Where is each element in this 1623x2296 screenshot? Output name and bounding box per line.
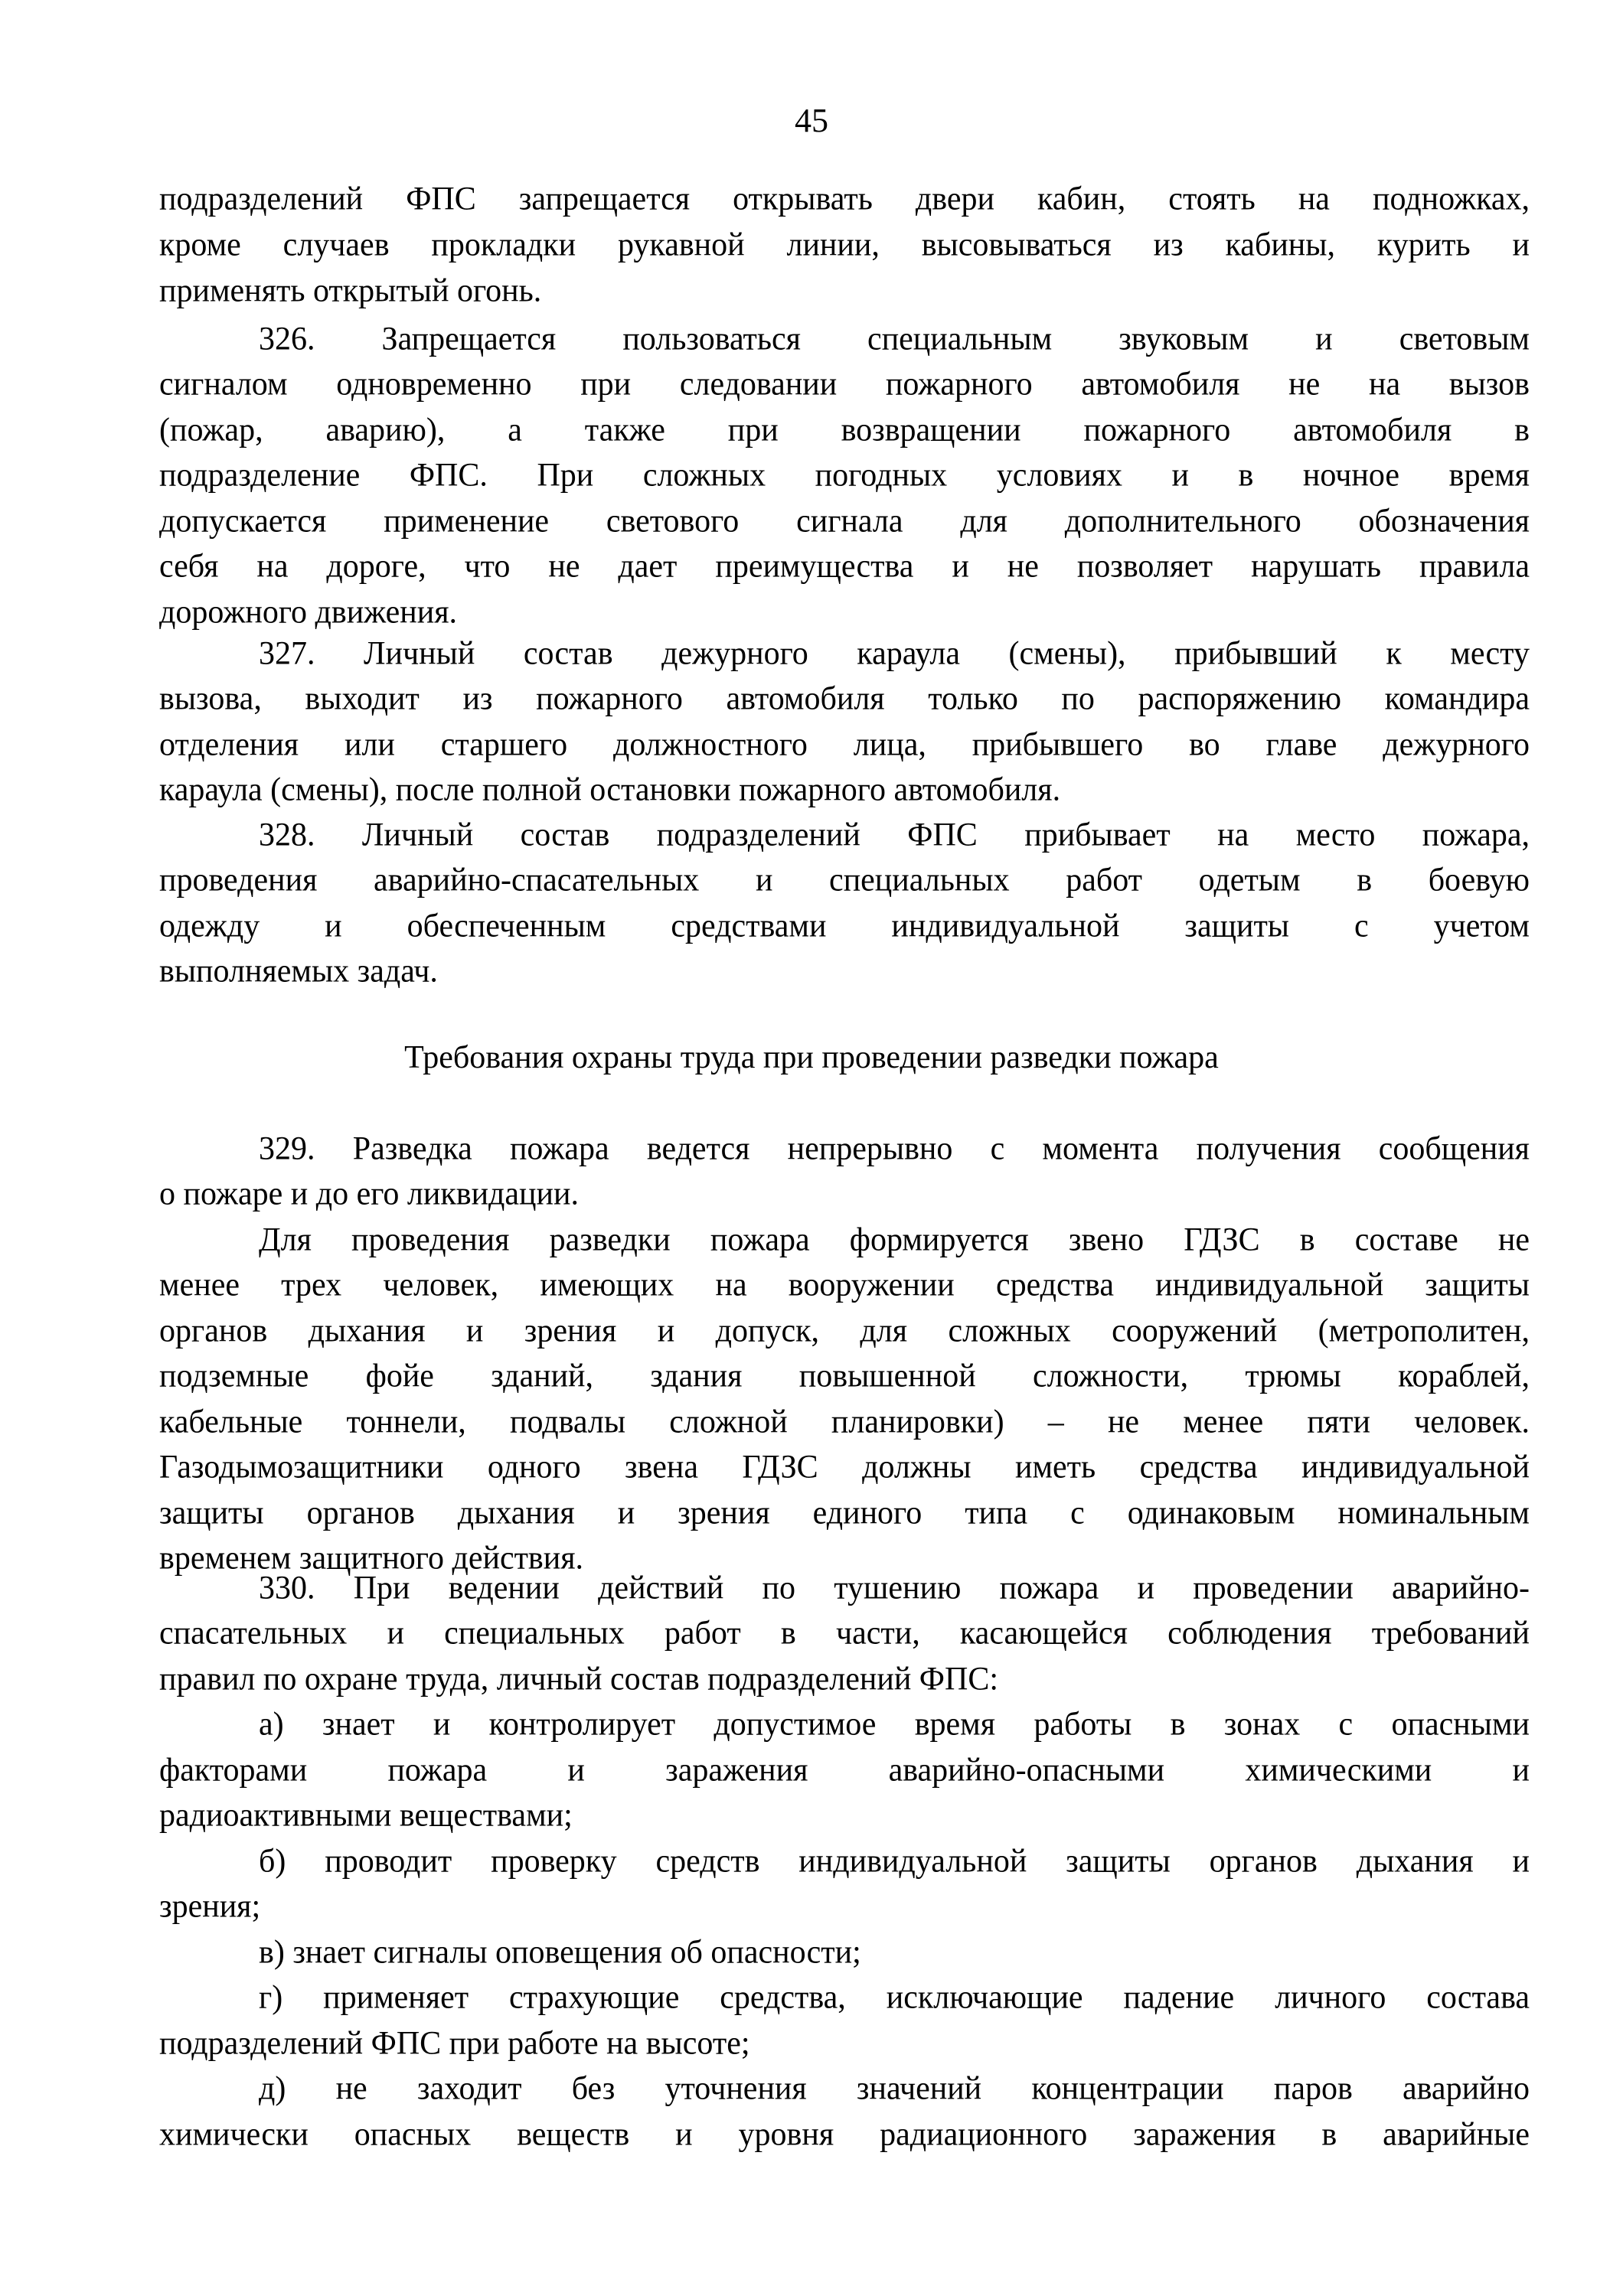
text-line: подразделений ФПС запрещается открывать двери кабин, стоять на подножках,: [159, 181, 1530, 217]
text-line: сигналом одновременно при следовании пожарного автомобиля не на вызов: [159, 366, 1530, 403]
text-line: г) применяет страхующие средства, исключающие падение личного состава: [259, 1979, 1530, 2016]
text-line: радиоактивными веществами;: [159, 1797, 573, 1834]
text-line: а) знает и контролирует допустимое время работы в зонах с опасными: [259, 1706, 1530, 1743]
text-line: зрения;: [159, 1888, 261, 1925]
text-line: выполняемых задач.: [159, 953, 438, 990]
text-line: применять открытый огонь.: [159, 272, 542, 309]
text-line: подразделений ФПС при работе на высоте;: [159, 2025, 750, 2062]
text-line: правил по охране труда, личный состав подразделений ФПС:: [159, 1661, 998, 1698]
text-line: допускается применение светового сигнала для дополнительного обозначения: [159, 503, 1530, 540]
text-line: защиты органов дыхания и зрения единого типа с одинаковым номинальным: [159, 1495, 1530, 1531]
text-line: временем защитного действия.: [159, 1540, 584, 1577]
text-line: одежду и обеспеченным средствами индивидуальной защиты с учетом: [159, 908, 1530, 944]
text-line: кроме случаев прокладки рукавной линии, высовываться из кабины, курить и: [159, 227, 1530, 263]
text-line: факторами пожара и заражения аварийно-опасными химическими и: [159, 1752, 1530, 1789]
text-line: Газодымозащитники одного звена ГДЗС должны иметь средства индивидуальной: [159, 1449, 1530, 1486]
text-line: себя на дороге, что не дает преимущества и не позволяет нарушать правила: [159, 548, 1530, 585]
text-line: 330. При ведении действий по тушению пожара и проведении аварийно-: [259, 1570, 1530, 1606]
text-line: 327. Личный состав дежурного караула (смены), прибывший к месту: [259, 635, 1530, 672]
text-line: проведения аварийно-спасательных и специальных работ одетым в боевую: [159, 862, 1530, 899]
text-line: вызова, выходит из пожарного автомобиля только по распоряжению командира: [159, 680, 1530, 717]
text-line: подземные фойе зданий, здания повышенной сложности, трюмы кораблей,: [159, 1358, 1530, 1394]
text-line: химически опасных веществ и уровня радиационного заражения в аварийные: [159, 2116, 1530, 2153]
text-line: (пожар, аварию), а также при возвращении пожарного автомобиля в: [159, 412, 1530, 448]
text-line: кабельные тоннели, подвалы сложной планировки) – не менее пяти человек.: [159, 1404, 1530, 1440]
text-line: 328. Личный состав подразделений ФПС прибывает на место пожара,: [259, 817, 1530, 853]
text-line: 329. Разведка пожара ведется непрерывно с момента получения сообщения: [259, 1130, 1530, 1167]
text-line: отделения или старшего должностного лица, прибывшего во главе дежурного: [159, 726, 1530, 763]
text-line: дорожного движения.: [159, 594, 458, 631]
text-line: о пожаре и до его ликвидации.: [159, 1176, 579, 1212]
text-line: 326. Запрещается пользоваться специальным звуковым и световым: [259, 321, 1530, 357]
text-line: Для проведения разведки пожара формируется звено ГДЗС в составе не: [259, 1221, 1530, 1258]
section-heading: Требования охраны труда при проведении разведки пожара: [404, 1040, 1219, 1075]
text-line: спасательных и специальных работ в части, касающейся соблюдения требований: [159, 1615, 1530, 1652]
text-line: органов дыхания и зрения и допуск, для сложных сооружений (метрополитен,: [159, 1313, 1530, 1349]
text-line: подразделение ФПС. При сложных погодных условиях и в ночное время: [159, 457, 1530, 494]
text-line: караула (смены), после полной остановки пожарного автомобиля.: [159, 771, 1061, 808]
text-line: д) не заходит без уточнения значений концентрации паров аварийно: [259, 2070, 1530, 2107]
text-line: в) знает сигналы оповещения об опасности;: [259, 1934, 861, 1971]
text-line: б) проводит проверку средств индивидуальной защиты органов дыхания и: [259, 1843, 1530, 1880]
page-number: 45: [795, 102, 828, 139]
text-line: менее трех человек, имеющих на вооружении средства индивидуальной защиты: [159, 1267, 1530, 1303]
